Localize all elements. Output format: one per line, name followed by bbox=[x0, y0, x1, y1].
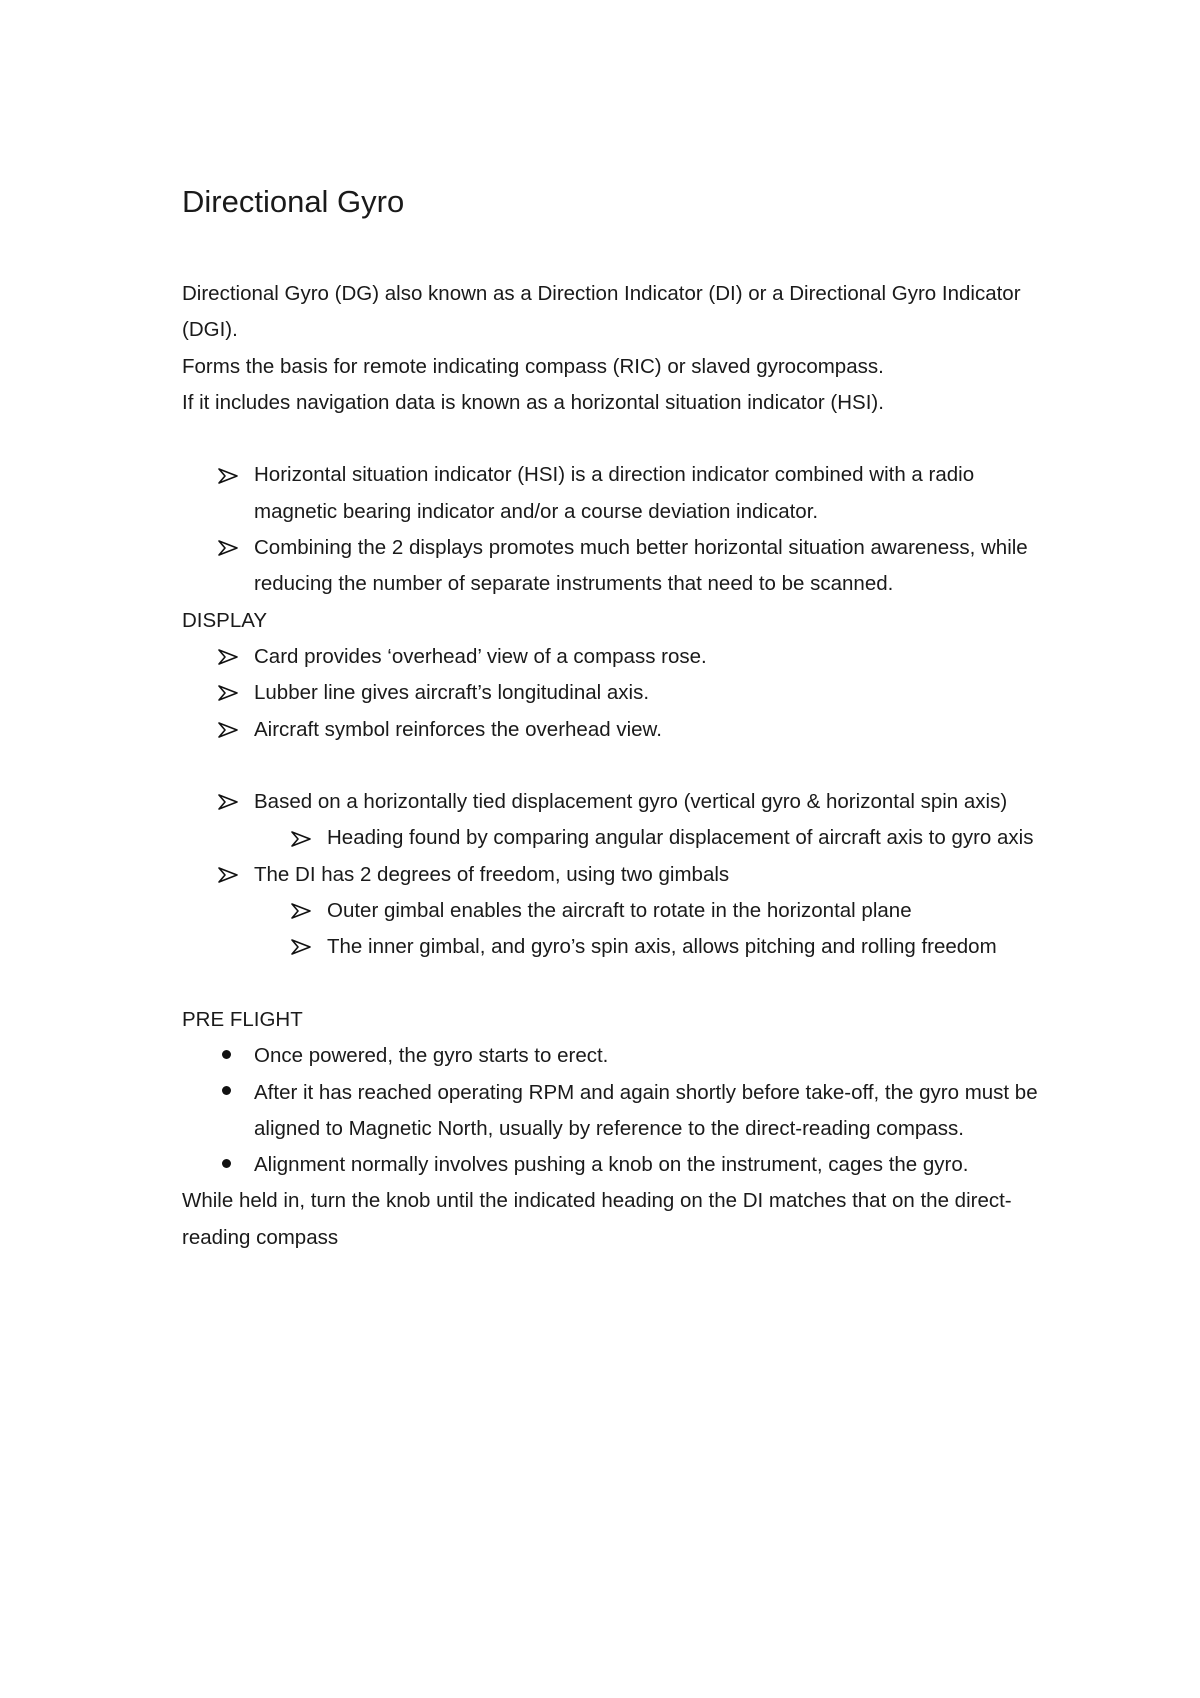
intro-definition: Directional Gyro (DG) also known as a Direction Indicator (DI) or a Directional Gyro Indicator (DGI). bbox=[182, 282, 1021, 342]
list-item-text: Alignment normally involves pushing a knob on the instrument, cages the gyro. bbox=[254, 1153, 969, 1177]
intro-ric-basis: Forms the basis for remote indicating compass (RIC) or slaved gyrocompass. bbox=[182, 354, 884, 378]
closing-paragraph: While held in, turn the knob until the indicated heading on the DI matches that on the direct-reading compass bbox=[182, 1189, 1012, 1249]
list-item bbox=[182, 929, 1042, 965]
list-item-text: Once powered, the gyro starts to erect. bbox=[254, 1044, 609, 1068]
list-item-text: Outer gimbal enables the aircraft to rotate in the horizontal plane bbox=[327, 899, 912, 923]
round-bullet-icon bbox=[218, 1147, 240, 1183]
preflight-list bbox=[182, 1038, 1042, 1183]
section-heading-display: DISPLAY bbox=[182, 608, 268, 632]
round-bullet-icon bbox=[218, 1075, 240, 1111]
intro-hsi-note: If it includes navigation data is known as a horizontal situation indicator (HSI). bbox=[182, 390, 884, 414]
arrowhead-bullet-icon bbox=[291, 820, 313, 856]
list-item bbox=[182, 639, 1042, 675]
list-item-text: Based on a horizontally tied displacement gyro (vertical gyro & horizontal spin axis) bbox=[254, 790, 1008, 814]
gyro-basis-list bbox=[182, 784, 1042, 820]
list-item-text: The inner gimbal, and gyro’s spin axis, allows pitching and rolling freedom bbox=[327, 935, 997, 959]
list-item bbox=[182, 1147, 1042, 1183]
arrowhead-bullet-icon bbox=[218, 784, 240, 820]
arrowhead-bullet-icon bbox=[218, 457, 240, 493]
list-item bbox=[182, 820, 1042, 856]
list-item bbox=[182, 784, 1042, 820]
list-item-text: Heading found by comparing angular displacement of aircraft axis to gyro axis bbox=[327, 826, 1034, 850]
list-item-text: The DI has 2 degrees of freedom, using two gimbals bbox=[254, 862, 730, 886]
arrowhead-bullet-icon bbox=[291, 893, 313, 929]
round-bullet-icon bbox=[218, 1038, 240, 1074]
section-heading-preflight: PRE FLIGHT bbox=[182, 1007, 303, 1031]
arrowhead-bullet-icon bbox=[291, 929, 313, 965]
list-item-text: Horizontal situation indicator (HSI) is a direction indicator combined with a radio magnetic bearing indicator and/or a course deviation indicator. bbox=[254, 463, 975, 523]
list-item-text: Aircraft symbol reinforces the overhead view. bbox=[254, 717, 662, 741]
list-item bbox=[182, 857, 1042, 893]
list-item bbox=[182, 712, 1042, 748]
spacer bbox=[182, 966, 1042, 1002]
display-list bbox=[182, 639, 1042, 748]
arrowhead-bullet-icon bbox=[218, 530, 240, 566]
arrowhead-bullet-icon bbox=[218, 675, 240, 711]
list-item bbox=[182, 1075, 1042, 1148]
gyro-freedom-sublist bbox=[182, 893, 1042, 966]
spacer bbox=[182, 748, 1042, 784]
gyro-freedom-list bbox=[182, 857, 1042, 893]
list-item-text: After it has reached operating RPM and again shortly before take-off, the gyro must be aligned to Magnetic North, usually by reference to the direct-reading compass. bbox=[254, 1080, 1038, 1140]
arrowhead-bullet-icon bbox=[218, 712, 240, 748]
list-item-text: Combining the 2 displays promotes much better horizontal situation awareness, while reducing the number of separate instruments that need to be scanned. bbox=[254, 536, 1028, 596]
arrowhead-bullet-icon bbox=[218, 639, 240, 675]
hsi-list bbox=[182, 457, 1042, 602]
document-title: Directional Gyro bbox=[182, 184, 405, 219]
list-item-text: Card provides ‘overhead’ view of a compass rose. bbox=[254, 644, 707, 668]
list-item bbox=[182, 893, 1042, 929]
arrowhead-bullet-icon bbox=[218, 857, 240, 893]
list-item bbox=[182, 457, 1042, 530]
list-item-text: Lubber line gives aircraft’s longitudinal axis. bbox=[254, 681, 650, 705]
document-body bbox=[182, 276, 1042, 1256]
list-item bbox=[182, 1038, 1042, 1074]
gyro-basis-sublist bbox=[182, 820, 1042, 856]
list-item bbox=[182, 530, 1042, 603]
list-item bbox=[182, 675, 1042, 711]
spacer bbox=[182, 421, 1042, 457]
